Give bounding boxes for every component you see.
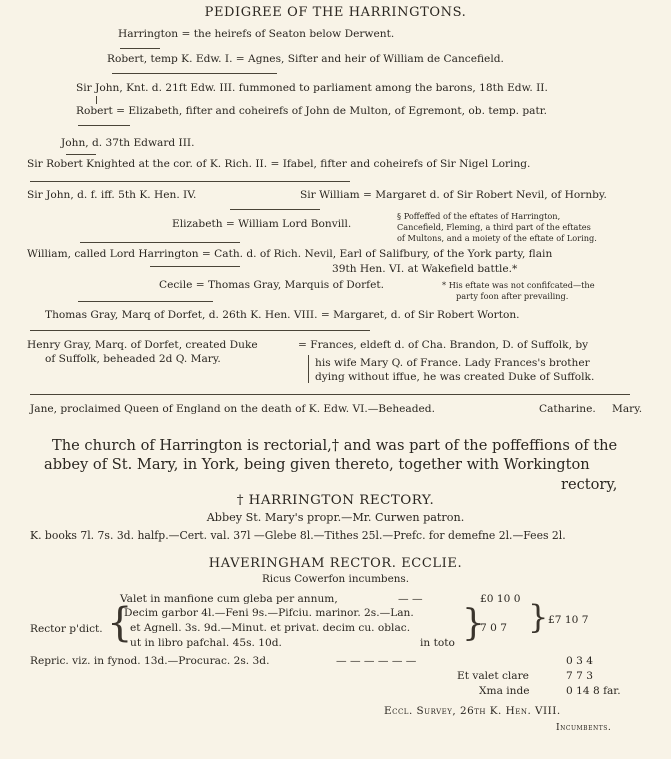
valuation-row-1: Valet in manfione cum gleba per annum, (120, 593, 338, 605)
pedigree-line-9: William, called Lord Harrington = Cath. d. of Rich. Nevil, Earl of Salifbury, of the York party, flain (27, 248, 553, 260)
pedigree-line-2: Robert, temp K. Edw. I. = Agnes, Sifter and heir of William de Cancefield. (107, 53, 504, 65)
catchword: Incumbents. (556, 722, 612, 733)
pedigree-line-7a: Sir John, d. f. iff. 5th K. Hen. IV. (27, 189, 197, 201)
descent-connector (230, 209, 320, 210)
pedigree-line-7b: Sir William = Margaret d. of Sir Robert Nevil, of Hornby. (300, 189, 607, 201)
descent-connector (30, 394, 630, 395)
incumbent-line: Ricus Cowerfon incumbens. (261, 573, 410, 585)
valuation-dashes: — — (398, 593, 423, 605)
paragraph-line-1: The church of Harrington is rectorial,† and was part of the poffeffions of the (52, 437, 618, 454)
pedigree-line-13c: Mary. (612, 403, 643, 415)
pedigree-line-10: Cecile = Thomas Gray, Marquis of Dorfet. (159, 279, 384, 291)
descent-connector (30, 181, 350, 182)
valuation-row-3: et Agnell. 3s. 9d.—Minut. et privat. decim cu. oblac. (130, 622, 411, 634)
valuation-row-2: Decim garbor 4l.—Feni 9s.—Pifciu. marinor. 2s.—Lan. (124, 607, 414, 619)
haveringham-heading: HAVERINGHAM RECTOR. ECCLIE. (208, 556, 463, 571)
pedigree-line-11: Thomas Gray, Marq of Dorfet, d. 26th K. Hen. VIII. = Margaret, d. of Sir Robert Worton. (45, 309, 520, 321)
rectory-valuation: K. books 7l. 7s. 3d. halfp.—Cert. val. 37l —Glebe 8l.—Tithes 25l.—Prefc. for demefne 2l.—Fees 2l. (30, 529, 566, 542)
descent-connector (78, 125, 130, 126)
pedigree-line-12b: of Suffolk, beheaded 2d Q. Mary. (45, 353, 221, 365)
pedigree-line-13a: Jane, proclaimed Queen of England on the death of K. Edw. VI.—Beheaded. (30, 403, 435, 415)
paragraph-line-3: rectory, (561, 476, 618, 493)
source-citation: Eccl. Survey, 26th K. Hen. VIII. (384, 705, 561, 717)
pedigree-line-6: Sir Robert Knighted at the cor. of K. Rich. II. = Ifabel, fifter and coheirefs of Sir Nigel Loring. (27, 158, 531, 170)
left-brace: { (107, 600, 133, 646)
valuation-row-6: Et valet clare (457, 670, 529, 682)
rectory-patron: Abbey St. Mary's propr.—Mr. Curwen patron. (206, 511, 465, 524)
pedigree-line-3: Sir John, Knt. d. 21ft Edw. III. fummoned to parliament among the barons, 18th Edw. II. (76, 82, 548, 94)
descent-connector (66, 154, 96, 155)
pedigree-line-13b: Catharine. (539, 403, 596, 415)
descent-connector (78, 301, 213, 302)
footnote-estate: * His eftate was not confifcated—the (442, 280, 595, 290)
pedigree-line-4: Robert = Elizabeth, fifter and coheirefs of John de Multon, of Egremont, ob. temp. patr. (76, 105, 548, 117)
rector-label: Rector p'dict. (30, 623, 103, 635)
pedigree-line-12e: dying without iffue, he was created Duke of Suffolk. (315, 371, 595, 383)
valuation-row-4: ut in libro pafchal. 45s. 10d. (130, 637, 282, 649)
valuation-dashes: — — — — — — (336, 655, 417, 667)
valuation-row-7: Xma inde (479, 685, 530, 697)
right-brace: } (462, 603, 485, 644)
descent-connector (150, 266, 240, 267)
footnote-section: Cancefield, Fleming, a third part of the eftates (397, 222, 591, 232)
valuation-amount: 0 3 4 (566, 655, 593, 667)
descent-connector (96, 96, 97, 104)
valuation-total: £7 10 7 (548, 614, 589, 626)
pedigree-line-12a: Henry Gray, Marq. of Dorfet, created Duke (27, 339, 258, 351)
footnote-section: of Multons, and a moiety of the eftate of Loring. (397, 233, 597, 243)
valuation-amount: 7 7 3 (566, 670, 593, 682)
pedigree-line-12d: his wife Mary Q. of France. Lady Frances's brother (315, 357, 590, 369)
footnote-section: § Poffeffed of the eftates of Harrington, (397, 211, 561, 221)
pedigree-line-12c: = Frances, eldeft d. of Cha. Brandon, D. of Suffolk, by (298, 339, 589, 351)
paragraph-line-2: abbey of St. Mary, in York, being given thereto, together with Workington (44, 456, 590, 473)
valuation-row-4b: in toto (420, 637, 455, 649)
bracket-line (308, 355, 309, 383)
right-brace: } (528, 598, 549, 636)
descent-connector (30, 330, 370, 331)
valuation-subtotal: 7 0 7 (480, 622, 507, 634)
pedigree-line-1: Harrington = the heirefs of Seaton below Derwent. (118, 28, 395, 40)
footnote-estate: party foon after prevailing. (456, 291, 569, 301)
pedigree-line-8: Elizabeth = William Lord Bonvill. (172, 218, 352, 230)
pedigree-line-5: John, d. 37th Edward III. (61, 137, 195, 149)
descent-connector (80, 242, 240, 243)
rectory-heading: † HARRINGTON RECTORY. (236, 493, 435, 508)
descent-connector (112, 73, 277, 74)
valuation-amount: £0 10 0 (480, 593, 521, 605)
valuation-amount: 0 14 8 far. (566, 685, 621, 697)
page-title: PEDIGREE OF THE HARRINGTONS. (204, 5, 467, 20)
descent-connector (120, 48, 160, 49)
valuation-row-5: Repric. viz. in fynod. 13d.—Procurac. 2s. 3d. (30, 655, 270, 667)
pedigree-line-9b: 39th Hen. VI. at Wakefield battle.* (332, 263, 518, 275)
